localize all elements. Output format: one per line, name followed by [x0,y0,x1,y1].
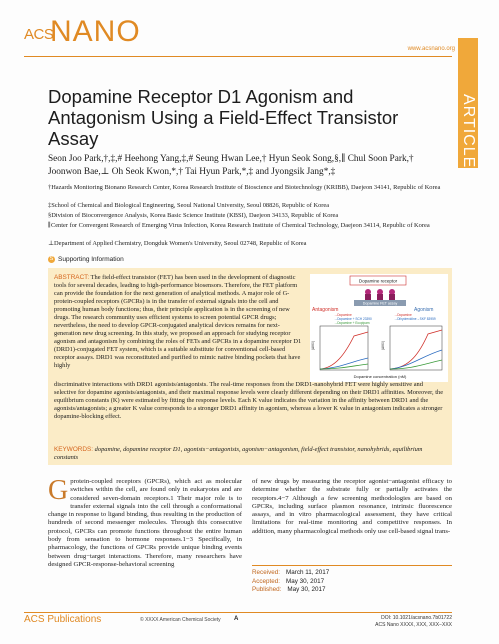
receptor-icon [365,294,371,300]
plot-left-ylabel: |ΔI/I0| [311,341,315,350]
supporting-information-link[interactable] [48,256,124,263]
body-column-left [48,475,242,569]
citation: ACS Nano XXXX, XXX, XXX−XXX [375,621,452,628]
journal-logo-prefix: ACS [24,26,54,43]
page-number: A [234,616,239,622]
date-published-label: Published: [252,586,282,593]
legend-left-1: →Dopamine [334,313,352,317]
date-published-value: May 30, 2017 [287,586,326,593]
keywords [54,446,446,462]
date-published [252,586,452,595]
publisher-logo[interactable]: ACS Publications [24,614,102,625]
affiliation-1: †Hazards Monitoring Bionano Research Center, Korea Research Institute of Bioscience and Biotechnology (KRIBB), Daejeon 34141, Republic of Korea [48,184,441,191]
header-divider [24,56,452,57]
toc-graphic [310,274,448,382]
article-title: Dopamine Receptor D1 Agonism and Antagonism Using a Field-Effect Transistor Assay [48,86,399,149]
affiliation-3: §Division of Bioconvergence Analysis, Korea Basic Science Institute (KBSI), Daejeon 34133, Republic of Korea [48,212,339,219]
footer-divider [24,612,452,613]
receptor-icon [377,294,383,300]
section-tab-label [459,94,477,124]
abstract-bottom: discriminative interactions with DRD1 agonists/antagonists. The real-time responses from the DRD1-nanohybrid FET were highly sensitive and selective for dopamine agonists/antagonists, and their maximal response levels were clearly different depending on their DRD1 affinities. Moreover, the equilibrium constants (K) were estimated by fitting the response levels. Each K value indicates the variation in the affinity between DRD1 and the agonists/antagonists; a greater K value corresponds to a stronger DRD1 affinity in agonism, whereas a lower K value in antagonism indicates a stronger dopamine-blocking effect. [54,381,444,420]
abstract-label: ABSTRACT: [54,274,90,281]
journal-logo-name: NANO [50,15,141,48]
date-received [252,569,452,578]
abstract-text-top: The field-effect transistor (FET) has been used in the development of diagnostic tools for several decades, leading to high-performance biosensors. Therefore, the FET platform can provide the foundation for the next generation of analytical methods. A major role of G-protein-coupled receptors (GPCRs) is in the transfer of external signals into the cell and promoting human body functions; thus, their principle application is in the screening of new drugs. The research community uses efficient systems to screen potential GPCR drugs; nevertheless, the need to develop GPCR-conjugated analytical devices remains for next-generation new drug screening. In this study, we proposed an approach for studying receptor agonism and antagonism by combining the roles of FETs and GPCRs in a dopamine receptor D1 (DRD1)-conjugated FET system, which is a suitable substitute for conventional cell-based receptor assays. DRD1 was reconstituted and purified to mimic native binding pockets that have highly [54,274,302,369]
plot-right-ylabel: |ΔI/I0| [381,341,385,350]
affiliation-2: ‡School of Chemical and Biological Engineering, Seoul National University, Seoul 08826, Republic of Korea [48,202,330,209]
author-line-2: Joonwon Bae,⊥ Oh Seok Kwon,*,† Tai Hyun Park,*,‡ and Jyongsik Jang*,‡ [48,167,336,177]
abstract-top [54,274,304,370]
body-left-text: protein-coupled receptors (GPCRs), which act as molecular switches within the cell, are found only in eukaryotes and are considered seven-domain receptors.1 Their major role is to transfer external signals into the cell through a conformational change in response to ligand binding, thus resulting in the production of hundreds of second messenger molecules. Through this consecutive protocol, GPCRs can promote functions throughout the entire human body from sensation to hormone responses.1−3 Specifically, in pharmacology, the functions of GPCRs provide unique binding events between drug−target interactions. Therefore, many researchers have designed GPCR-response-behavioral screening [48,478,242,568]
receptor-icon [389,294,395,300]
doi-block [360,615,452,628]
fet-label: Dopamine FET assay [362,301,398,306]
legend-left-3: →Dopamine + Ecopipam [334,321,370,325]
plot-xlabel: Dopamine concentration (nM) [353,374,407,379]
legend-left-2: →Dopamine + SCH 23390 [334,317,372,321]
affiliation-5: ⊥Department of Applied Chemistry, Dongduk Women's University, Seoul 02748, Republic of Korea [48,240,307,247]
antagonism-label: Antagonism [312,307,339,313]
keywords-label: KEYWORDS: [54,446,94,453]
date-received-label: Received: [252,569,281,576]
date-accepted [252,578,452,587]
journal-url[interactable]: www.acsnano.org [407,46,455,52]
author-line-1: Seon Joo Park,†,‡,# Heehong Yang,‡,# Seung Hwan Lee,† Hyun Seok Song,§,∥ Chul Soon Park,† [48,154,414,164]
legend-right-1: →Dopamine [394,313,412,317]
date-accepted-label: Accepted: [252,577,281,585]
author-list [48,153,458,179]
info-icon: S [49,256,54,262]
affiliation-4: ∥Center for Convergent Research of Emerging Virus Infection, Korea Research Institute of Chemical Technology, Daejeon 34114, Republic of Korea [48,222,430,229]
doi[interactable]: DOI: 10.1021/acsnano.7b01722 [381,615,452,621]
keywords-list: dopamine, dopamine receptor D1, agonists−antagonists, agonism−antagonism, field-effect transistor, nanohybrids, equilibrium constants [54,446,423,461]
supporting-information-label: Supporting Information [58,256,124,264]
body-column-right: of new drugs by measuring the receptor agonist−antagonist efficacy to determine whether the substrate fully or partially activates the receptors.4−7 Although a few screening methodologies are based on GPCRs, including surface plasmon resonance, intrinsic fluorescence assays, and in vitro pharmacological assessment, they have critical limitations for real-time monitoring and competitive responses. In addition, many pharmacological methods only use cell-based signal trans- [252,478,452,535]
date-accepted-value: May 30, 2017 [286,577,325,585]
receptor-label: Dopamine receptor [358,278,398,284]
publication-dates [252,565,452,595]
drop-cap: G [48,475,69,506]
date-received-value: March 11, 2017 [286,569,330,576]
legend-right-2: →Dihydrexidine→SKF 83959 [394,317,436,321]
copyright: © XXXX American Chemical Society [140,617,221,623]
receptor-icons [365,289,395,300]
agonism-label: Agonism [414,307,434,313]
